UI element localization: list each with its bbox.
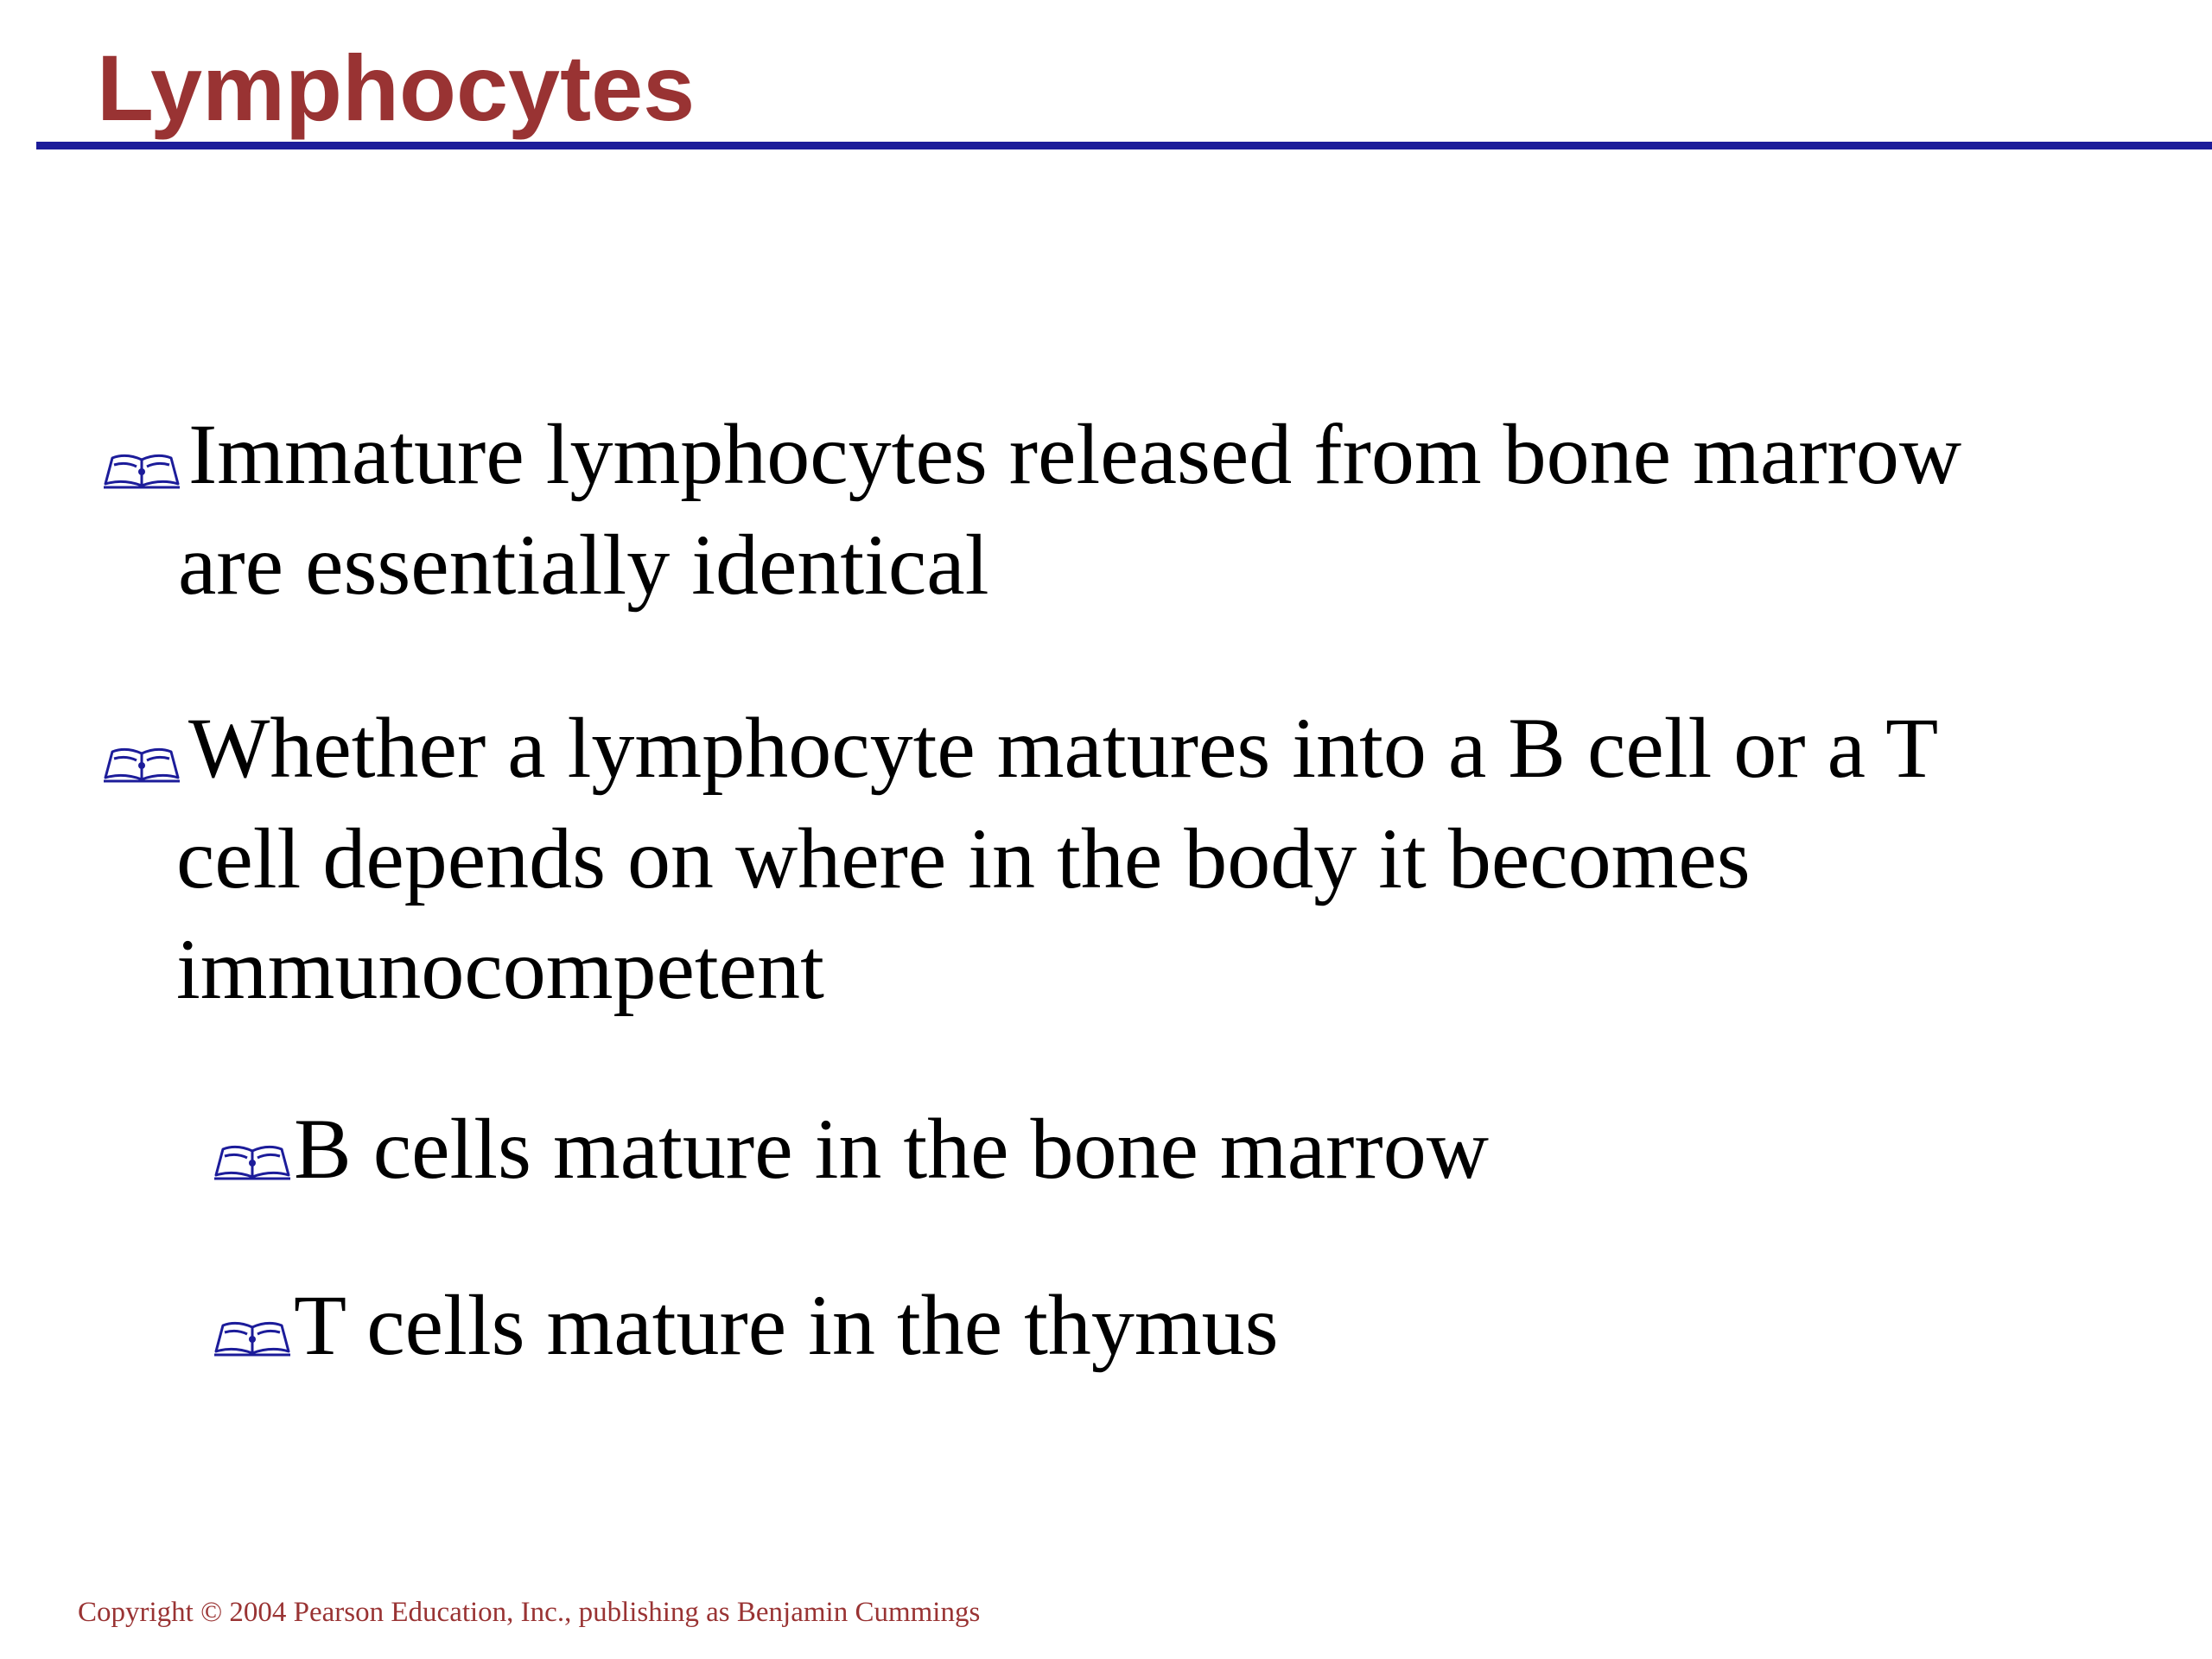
open-book-icon [102,448,181,491]
open-book-icon [213,1139,292,1182]
sub-bullet-2: T cells mature in the thymus [294,1277,1279,1373]
bullet-1 [178,399,1962,620]
bullet-2-line-3: immunocompetent [176,921,824,1017]
slide-title: Lymphocytes [97,35,696,140]
bullet-1-line-1: Immature lymphocytes released from bone marrow [188,406,1962,502]
bullet-2-line-2: cell depends on where in the body it becomes [176,810,1751,906]
open-book-icon [213,1315,292,1358]
bullet-1-line-2: are essentially identical [178,517,989,613]
sub-bullet-1: B cells mature in the bone marrow [294,1101,1489,1197]
copyright-footer: Copyright © 2004 Pearson Education, Inc., publishing as Benjamin Cummings [78,1597,981,1628]
bullet-2 [176,693,1939,1025]
title-divider [36,142,2212,149]
bullet-2-line-1: Whether a lymphocyte matures into a B cell or a T [188,700,1939,796]
open-book-icon [102,741,181,785]
